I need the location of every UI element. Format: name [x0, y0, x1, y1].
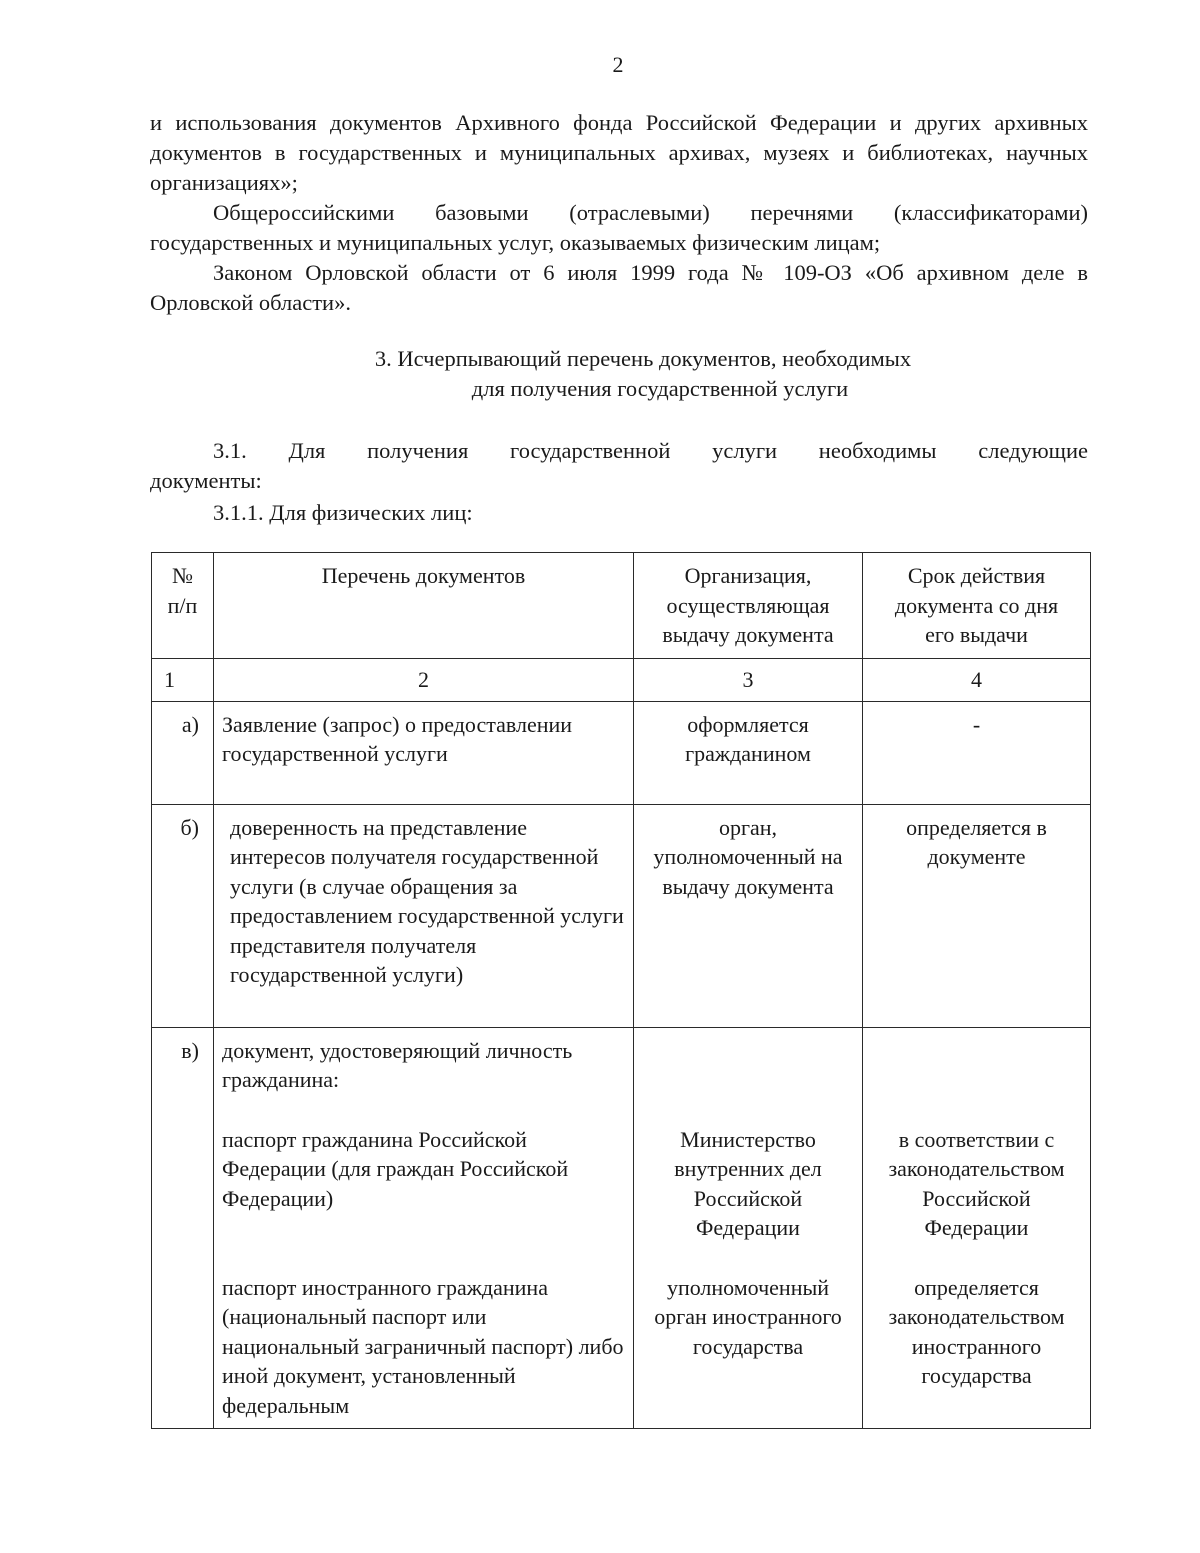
paragraph-classifiers: Общероссийскими базовыми (отраслевыми) перечнями (классификаторами) государственных и муниципальных услуг, оказываемых физическим лицам; [150, 200, 1088, 255]
section-intro [150, 436, 1088, 528]
row-v-term2: определяется законодательством иностранного государства [888, 1274, 1065, 1388]
header-org-line2: осуществляющая [666, 592, 830, 618]
paragraph-3-1-1: 3.1.1. Для физических лиц: [213, 500, 473, 525]
row-b-number: б) [152, 804, 214, 1027]
table-row [152, 701, 1091, 804]
paragraph-archive-usage: и использования документов Архивного фонда Российской Федерации и других архивных документов в государственных и муниципальных архивах, музеях и библиотеках, научных организациях»; [150, 110, 1088, 195]
header-term-line1: Срок действия [907, 563, 1046, 588]
row-v-documents [214, 1027, 634, 1429]
row-v-number: в) [152, 1027, 214, 1429]
header-number-line2: п/п [167, 592, 198, 618]
table-header-row [152, 553, 1091, 659]
paragraph-oryol-law: Законом Орловской области от 6 июля 1999 года № 109-ОЗ «Об архивном деле в Орловской области». [150, 260, 1088, 315]
column-number-4: 4 [863, 658, 1091, 701]
header-number [152, 553, 214, 659]
header-number-line1: № [172, 563, 193, 588]
row-v-org2: уполномоченный орган иностранного государства [654, 1274, 842, 1359]
header-org-line1: Организация, [684, 563, 812, 588]
header-issuing-org [634, 553, 863, 659]
row-v-item1: паспорт гражданина Российской Федерации (для граждан Российской Федерации) [222, 1126, 569, 1211]
table-row [152, 804, 1091, 1027]
section-heading-line2: для получения государственной услуги [471, 376, 849, 401]
column-number-3: 3 [634, 658, 863, 701]
row-v-terms [863, 1027, 1091, 1429]
section-heading [330, 344, 956, 404]
header-validity [863, 553, 1091, 659]
row-v-org1: Министерство внутренних дел Российской Федерации [674, 1126, 822, 1240]
header-org-line3: выдачу документа [662, 622, 834, 647]
table-row [152, 1027, 1091, 1429]
paragraph-3-1-cont: документы: [150, 468, 262, 493]
page-number: 2 [612, 52, 624, 77]
column-number-1: 1 [152, 658, 214, 701]
row-v-term1: в соответствии с законодательством Российской Федерации [888, 1126, 1065, 1240]
row-v-orgs [634, 1027, 863, 1429]
row-a-term: - [863, 701, 1091, 804]
header-term-line3: его выдачи [925, 622, 1028, 647]
column-number-row [152, 658, 1091, 701]
header-document-list: Перечень документов [214, 553, 634, 659]
row-a-org: оформляется гражданином [634, 701, 863, 804]
paragraph-3-1: 3.1. Для получения государственной услуги необходимы следующие [213, 438, 1088, 463]
header-term-line2: документа со дня [894, 592, 1059, 618]
documents-table [151, 552, 1091, 1429]
row-a-document: Заявление (запрос) о предоставлении государственной услуги [214, 701, 634, 804]
row-v-item2: паспорт иностранного гражданина (национальный паспорт или национальный заграничный паспорт) либо иной документ, установленный федеральным [222, 1274, 624, 1418]
row-b-org: орган, уполномоченный на выдачу документа [634, 804, 863, 1027]
section-heading-line1: 3. Исчерпывающий перечень документов, необходимых [374, 346, 912, 371]
row-b-document: доверенность на представление интересов получателя государственной услуги (в случае обращения за предоставлением государственной услуги представителя получателя государственной услуги) [214, 804, 634, 1027]
column-number-2: 2 [214, 658, 634, 701]
row-v-intro: документ, удостоверяющий личность гражданина: [222, 1037, 573, 1092]
row-a-number: а) [152, 701, 214, 804]
intro-text [150, 108, 1088, 318]
row-b-term: определяется в документе [863, 804, 1091, 1027]
